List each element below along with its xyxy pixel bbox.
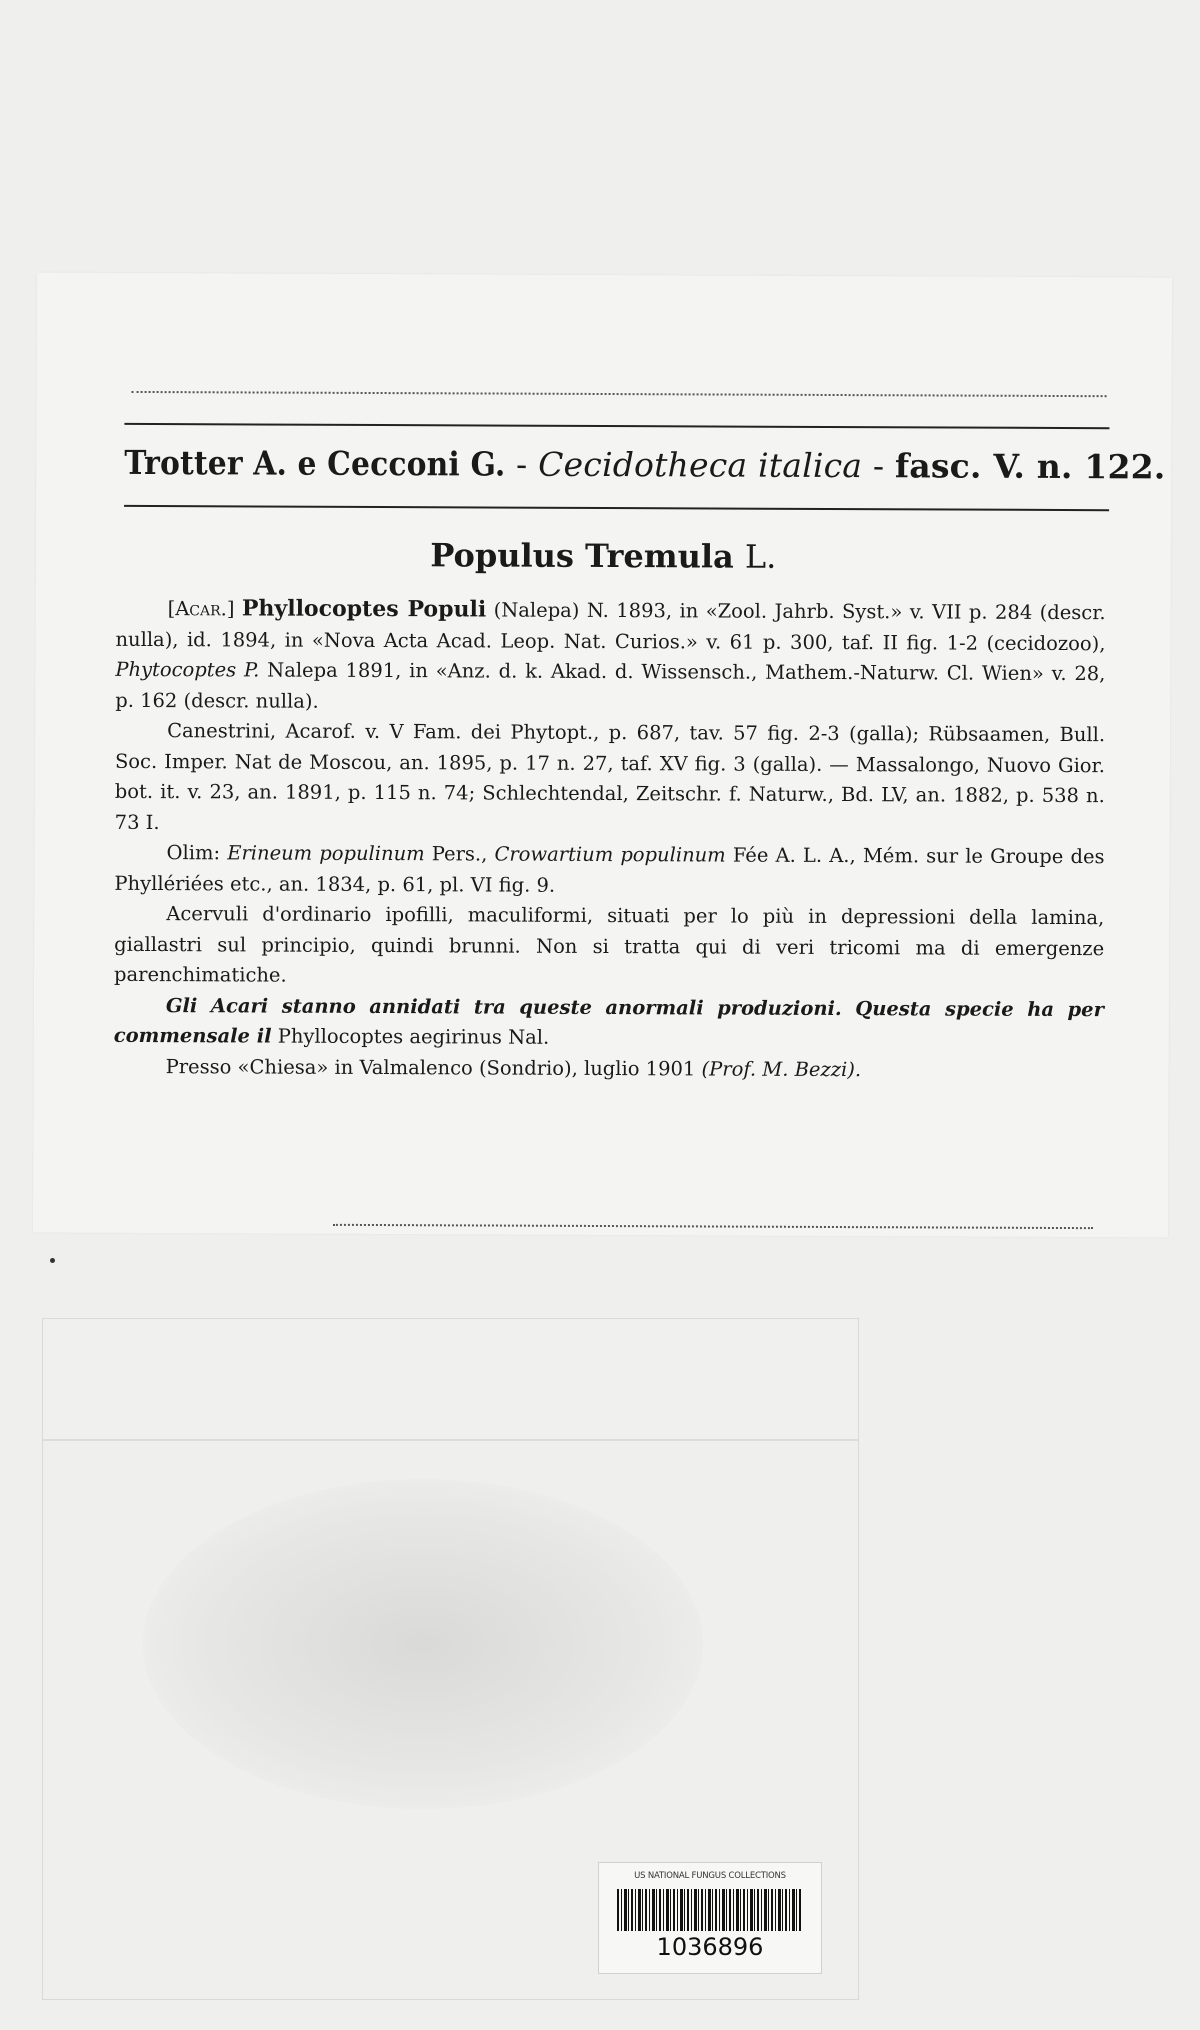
separator: - [862, 446, 896, 486]
olim-name-2: Crowartium populinum [494, 842, 726, 867]
barcode-number: 1036896 [656, 1933, 764, 1961]
paragraph-olim [114, 838, 1104, 903]
olim-author-1: Pers., [431, 842, 488, 866]
series-title: Cecidotheca italica [538, 444, 863, 486]
olim-name-1: Erineum populinum [227, 841, 425, 866]
notes-italic: Gli Acari stanno annidati tra queste anormali produzioni. Questa specie ha per commensale il [113, 993, 1104, 1048]
top-rule [124, 423, 1109, 429]
taxon-citation-2: Nalepa 1891, in «Anz. d. k. Akad. d. Wissensch., Mathem.-Naturw. Cl. Wien» v. 28, p. 162 (descr. nulla). [115, 658, 1106, 713]
authors: Trotter A. e Cecconi G. [124, 442, 506, 484]
paragraph-description: Acervuli d'ordinario ipofilli, maculiformi, situati per lo più in depressioni della lamina, giallastri sul principio, quindi brunni. Non si tratta qui di veri tricomi ma di emergenze parenchimatiche. [113, 902, 1105, 987]
barcode-icon [617, 1889, 803, 1931]
paragraph-locality [114, 1051, 1104, 1086]
fascicle-number: fasc. V. n. 122. [894, 446, 1166, 487]
olim-citation: Fée A. L. A., Mém. sur le Groupe des Phyllériées etc., an. 1834, p. 61, pl. VI fig. 9. [114, 843, 1105, 897]
paragraph-taxon [115, 593, 1106, 720]
label-body [114, 593, 1106, 1086]
synonym: Phytocoptes P. [115, 657, 260, 682]
species-name: Populus Tremula [430, 536, 734, 576]
taxon-group: [Acar.] [167, 597, 235, 621]
specimen-stain [143, 1479, 703, 1809]
speck [50, 1258, 55, 1263]
envelope-flap [43, 1319, 858, 1441]
commensal-name: Phyllocoptes aegirinus Nal. [277, 1024, 550, 1049]
barcode-title: US NATIONAL FUNGUS COLLECTIONS [634, 1871, 786, 1881]
species-author: L. [744, 537, 777, 576]
olim-lead: Olim: [166, 841, 221, 865]
label-header [124, 442, 1166, 487]
paragraph-notes [114, 990, 1104, 1055]
dotted-rule-bottom [333, 1224, 1093, 1229]
separator: - [505, 444, 539, 484]
barcode-label [598, 1862, 822, 1974]
paragraph-references: Canestrini, Acarof. v. V Fam. dei Phytopt., p. 687, tav. 57 fig. 2-3 (galla); Rübsaamen, Bull. Soc. Imper. Nat de Moscou, an. 1895, p. 17 n. 27, taf. XV fig. 3 (galla). — Massalongo, Nuovo Gior. bot. it. v. 23, an. 1891, p. 115 n. 74; Schlechtendal, Zeitschr. f. Naturw., Bd. LV, an. 1882, p. 538 n. 73 I. [114, 719, 1106, 834]
bottom-rule [124, 505, 1109, 511]
species-title [36, 535, 1171, 578]
dotted-rule [132, 391, 1107, 397]
collector: (Prof. M. Bezzi). [701, 1056, 862, 1081]
specimen-label [33, 273, 1172, 1238]
locality: Presso «Chiesa» in Valmalenco (Sondrio), luglio 1901 [165, 1054, 696, 1080]
taxon-citation: (Nalepa) N. 1893, in «Zool. Jahrb. Syst.» v. VII p. 284 (descr. nulla), id. 1894, in «Nova Acta Acad. Leop. Nat. Curios.» v. 61 p. 300, taf. II fig. 1-2 (cecidozoo), [115, 598, 1106, 655]
taxon-name: Phyllocoptes Populi [241, 595, 487, 623]
